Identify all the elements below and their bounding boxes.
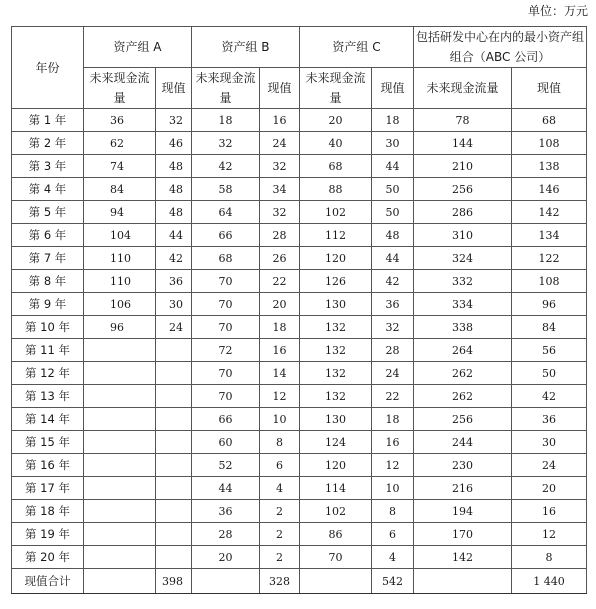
a-future-cf-cell [84,385,156,408]
b-pv-cell: 16 [260,339,300,362]
b-future-cf-cell: 36 [192,500,260,523]
b-future-cf-cell: 32 [192,132,260,155]
b-pv-cell: 8 [260,431,300,454]
table-header [12,27,587,109]
header-abc-future-cf: 未来现金流量 [414,68,512,109]
year-cell: 第 4 年 [12,178,84,201]
abc-pv-cell: 68 [512,109,587,132]
c-pv-cell: 44 [372,247,414,270]
b-future-cf-cell: 70 [192,316,260,339]
b-pv-cell: 34 [260,178,300,201]
a-future-cf-cell: 84 [84,178,156,201]
b-pv-cell: 20 [260,293,300,316]
abc-future-cf-cell: 78 [414,109,512,132]
a-pv-cell: 48 [156,201,192,224]
a-future-cf-cell: 106 [84,293,156,316]
b-future-cf-cell: 64 [192,201,260,224]
b-pv-cell: 24 [260,132,300,155]
b-pv-cell: 22 [260,270,300,293]
header-b-future-cf: 未来现金流量 [192,68,260,109]
abc-future-cf-cell: 244 [414,431,512,454]
a-future-cf-cell [84,362,156,385]
b-pv-cell: 18 [260,316,300,339]
c-pv-cell: 10 [372,477,414,500]
abc-pv-cell: 12 [512,523,587,546]
header-c-pv: 现值 [372,68,414,109]
c-future-cf-cell: 70 [300,546,372,569]
c-pv-cell: 4 [372,546,414,569]
table-row [12,132,587,155]
b-future-cf-cell: 52 [192,454,260,477]
abc-future-cf-cell: 324 [414,247,512,270]
c-future-cf-cell: 132 [300,339,372,362]
a-pv-cell: 36 [156,270,192,293]
a-future-cf-cell: 74 [84,155,156,178]
c-future-cf-cell: 20 [300,109,372,132]
c-pv-cell: 32 [372,316,414,339]
abc-pv-cell: 56 [512,339,587,362]
header-group-abc: 包括研发中心在内的最小资产组组合（ABC 公司） [414,27,587,68]
abc-future-cf-cell: 256 [414,178,512,201]
c-pv-cell: 16 [372,431,414,454]
b-future-cf-cell: 58 [192,178,260,201]
abc-pv-cell: 96 [512,293,587,316]
table-row [12,109,587,132]
abc-future-cf-cell: 194 [414,500,512,523]
year-cell: 第 14 年 [12,408,84,431]
year-cell: 第 5 年 [12,201,84,224]
c-future-cf-cell: 126 [300,270,372,293]
a-future-cf-cell: 94 [84,201,156,224]
c-future-cf-cell: 120 [300,454,372,477]
a-pv-cell [156,454,192,477]
a-pv-cell [156,477,192,500]
b-pv-cell: 2 [260,546,300,569]
a-pv-cell: 24 [156,316,192,339]
abc-pv-cell: 84 [512,316,587,339]
total-b-cf [192,569,260,594]
a-pv-cell: 46 [156,132,192,155]
c-pv-cell: 48 [372,224,414,247]
total-row [12,569,587,594]
abc-future-cf-cell: 262 [414,385,512,408]
b-future-cf-cell: 70 [192,362,260,385]
table-row [12,477,587,500]
a-future-cf-cell [84,523,156,546]
header-group-a: 资产组 A [84,27,192,68]
a-future-cf-cell: 96 [84,316,156,339]
a-future-cf-cell: 36 [84,109,156,132]
table-row [12,270,587,293]
b-pv-cell: 28 [260,224,300,247]
b-pv-cell: 4 [260,477,300,500]
abc-pv-cell: 134 [512,224,587,247]
a-future-cf-cell [84,500,156,523]
c-pv-cell: 18 [372,109,414,132]
table-body [12,109,587,569]
b-future-cf-cell: 72 [192,339,260,362]
c-pv-cell: 36 [372,293,414,316]
table-row [12,201,587,224]
abc-pv-cell: 36 [512,408,587,431]
b-pv-cell: 2 [260,523,300,546]
b-pv-cell: 14 [260,362,300,385]
year-cell: 第 11 年 [12,339,84,362]
total-abc-pv: 1 440 [512,569,587,594]
b-pv-cell: 2 [260,500,300,523]
a-pv-cell [156,546,192,569]
c-pv-cell: 24 [372,362,414,385]
a-pv-cell: 30 [156,293,192,316]
c-future-cf-cell: 120 [300,247,372,270]
a-pv-cell: 42 [156,247,192,270]
year-cell: 第 17 年 [12,477,84,500]
total-c-cf [300,569,372,594]
a-pv-cell [156,500,192,523]
table-row [12,155,587,178]
year-cell: 第 9 年 [12,293,84,316]
abc-pv-cell: 42 [512,385,587,408]
abc-pv-cell: 20 [512,477,587,500]
a-future-cf-cell: 110 [84,270,156,293]
abc-pv-cell: 24 [512,454,587,477]
a-future-cf-cell [84,546,156,569]
a-pv-cell [156,431,192,454]
year-cell: 第 7 年 [12,247,84,270]
abc-pv-cell: 138 [512,155,587,178]
c-future-cf-cell: 132 [300,316,372,339]
total-a-cf [84,569,156,594]
abc-pv-cell: 142 [512,201,587,224]
b-pv-cell: 32 [260,201,300,224]
c-future-cf-cell: 132 [300,362,372,385]
cash-flow-table [11,26,587,594]
c-future-cf-cell: 102 [300,201,372,224]
c-future-cf-cell: 132 [300,385,372,408]
abc-future-cf-cell: 334 [414,293,512,316]
header-a-pv: 现值 [156,68,192,109]
a-future-cf-cell: 62 [84,132,156,155]
abc-pv-cell: 146 [512,178,587,201]
c-future-cf-cell: 124 [300,431,372,454]
table-row [12,408,587,431]
header-group-b: 资产组 B [192,27,300,68]
total-b-pv: 328 [260,569,300,594]
total-label: 现值合计 [12,569,84,594]
b-future-cf-cell: 42 [192,155,260,178]
abc-pv-cell: 16 [512,500,587,523]
header-year: 年份 [12,27,84,109]
b-pv-cell: 16 [260,109,300,132]
abc-future-cf-cell: 216 [414,477,512,500]
a-future-cf-cell: 110 [84,247,156,270]
year-cell: 第 18 年 [12,500,84,523]
c-future-cf-cell: 114 [300,477,372,500]
abc-future-cf-cell: 144 [414,132,512,155]
year-cell: 第 15 年 [12,431,84,454]
table-row [12,431,587,454]
c-future-cf-cell: 88 [300,178,372,201]
abc-future-cf-cell: 210 [414,155,512,178]
b-future-cf-cell: 70 [192,270,260,293]
a-future-cf-cell [84,431,156,454]
b-pv-cell: 10 [260,408,300,431]
a-future-cf-cell [84,339,156,362]
a-pv-cell [156,339,192,362]
c-pv-cell: 18 [372,408,414,431]
a-future-cf-cell: 104 [84,224,156,247]
table-row [12,362,587,385]
b-future-cf-cell: 70 [192,385,260,408]
a-pv-cell: 48 [156,155,192,178]
abc-pv-cell: 108 [512,270,587,293]
b-future-cf-cell: 28 [192,523,260,546]
a-pv-cell [156,523,192,546]
c-pv-cell: 8 [372,500,414,523]
year-cell: 第 10 年 [12,316,84,339]
c-pv-cell: 50 [372,201,414,224]
a-pv-cell [156,385,192,408]
abc-pv-cell: 108 [512,132,587,155]
a-future-cf-cell [84,477,156,500]
table-row [12,224,587,247]
b-pv-cell: 12 [260,385,300,408]
header-a-future-cf: 未来现金流量 [84,68,156,109]
total-c-pv: 542 [372,569,414,594]
abc-pv-cell: 122 [512,247,587,270]
a-pv-cell: 44 [156,224,192,247]
a-pv-cell [156,408,192,431]
abc-pv-cell: 50 [512,362,587,385]
header-abc-pv: 现值 [512,68,587,109]
c-future-cf-cell: 86 [300,523,372,546]
abc-future-cf-cell: 262 [414,362,512,385]
b-pv-cell: 32 [260,155,300,178]
b-pv-cell: 26 [260,247,300,270]
abc-pv-cell: 30 [512,431,587,454]
a-future-cf-cell [84,408,156,431]
table-row [12,247,587,270]
year-cell: 第 12 年 [12,362,84,385]
c-future-cf-cell: 130 [300,408,372,431]
year-cell: 第 3 年 [12,155,84,178]
year-cell: 第 16 年 [12,454,84,477]
c-future-cf-cell: 40 [300,132,372,155]
c-pv-cell: 50 [372,178,414,201]
abc-pv-cell: 8 [512,546,587,569]
year-cell: 第 19 年 [12,523,84,546]
b-future-cf-cell: 68 [192,247,260,270]
abc-future-cf-cell: 170 [414,523,512,546]
c-future-cf-cell: 130 [300,293,372,316]
b-future-cf-cell: 66 [192,408,260,431]
c-pv-cell: 44 [372,155,414,178]
table-row [12,523,587,546]
b-future-cf-cell: 20 [192,546,260,569]
abc-future-cf-cell: 230 [414,454,512,477]
c-pv-cell: 22 [372,385,414,408]
b-future-cf-cell: 70 [192,293,260,316]
year-cell: 第 20 年 [12,546,84,569]
abc-future-cf-cell: 256 [414,408,512,431]
header-group-c: 资产组 C [300,27,414,68]
table-row [12,546,587,569]
table-row [12,178,587,201]
abc-future-cf-cell: 264 [414,339,512,362]
c-pv-cell: 6 [372,523,414,546]
abc-future-cf-cell: 332 [414,270,512,293]
b-pv-cell: 6 [260,454,300,477]
a-pv-cell: 32 [156,109,192,132]
c-pv-cell: 42 [372,270,414,293]
a-pv-cell: 48 [156,178,192,201]
header-b-pv: 现值 [260,68,300,109]
table-row [12,293,587,316]
b-future-cf-cell: 66 [192,224,260,247]
unit-note: 单位：万元 [527,4,588,18]
table-row [12,316,587,339]
total-abc-cf [414,569,512,594]
year-cell: 第 6 年 [12,224,84,247]
year-cell: 第 8 年 [12,270,84,293]
b-future-cf-cell: 60 [192,431,260,454]
table-row [12,454,587,477]
abc-future-cf-cell: 310 [414,224,512,247]
b-future-cf-cell: 44 [192,477,260,500]
table-row [12,385,587,408]
a-future-cf-cell [84,454,156,477]
c-future-cf-cell: 112 [300,224,372,247]
total-a-pv: 398 [156,569,192,594]
abc-future-cf-cell: 142 [414,546,512,569]
abc-future-cf-cell: 286 [414,201,512,224]
c-pv-cell: 30 [372,132,414,155]
year-cell: 第 1 年 [12,109,84,132]
header-c-future-cf: 未来现金流量 [300,68,372,109]
c-future-cf-cell: 102 [300,500,372,523]
year-cell: 第 13 年 [12,385,84,408]
a-pv-cell [156,362,192,385]
table-footer [12,569,587,594]
abc-future-cf-cell: 338 [414,316,512,339]
table-row [12,500,587,523]
b-future-cf-cell: 18 [192,109,260,132]
c-pv-cell: 12 [372,454,414,477]
table-row [12,339,587,362]
c-pv-cell: 28 [372,339,414,362]
c-future-cf-cell: 68 [300,155,372,178]
year-cell: 第 2 年 [12,132,84,155]
